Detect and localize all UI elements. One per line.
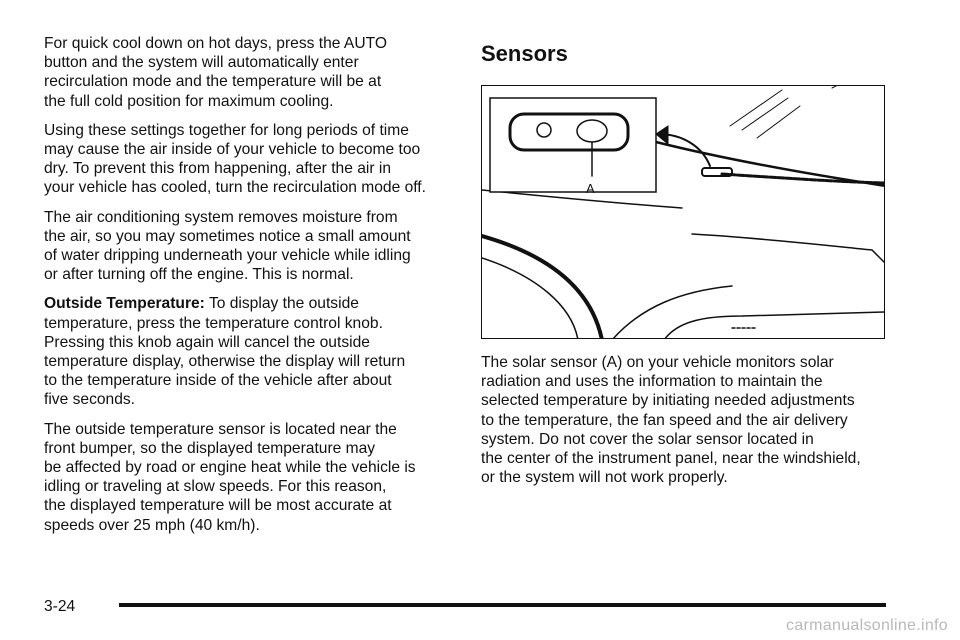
left-column [44, 34, 454, 545]
outside-temperature-label: Outside Temperature: [44, 295, 205, 313]
windshield-edge [656, 142, 885, 186]
solar-sensor-figure [481, 85, 885, 339]
windshield-glare-line [742, 98, 788, 130]
steering-wheel-rim [482, 258, 578, 339]
windshield-edge [722, 174, 885, 183]
solar-sensor-illustration [482, 86, 885, 339]
section-heading: Sensors [481, 41, 568, 66]
page-number: 3-24 [44, 598, 76, 615]
paragraph-ac-moisture: The air conditioning system removes moisture from the air, so you may sometimes notice a small amount of water dripping underneath your vehicle while idling or after turning off the engine. This is normal. [44, 208, 411, 284]
paragraph-auto-cooldown: For quick cool down on hot days, press the AUTO button and the system will automatically enter recirculation mode and the temperature will be at the full cold position for maximum cooling. [44, 35, 387, 110]
watermark: carmanualsonline.info [786, 617, 948, 634]
paragraph-settings-warning: Using these settings together for long periods of time may cause the air inside of your vehicle to become too dry. To prevent this from happening, after the air in your vehicle has cooled, turn the recirculation mode off. [44, 121, 426, 197]
right-column [481, 40, 911, 487]
callout-label: A [586, 181, 595, 196]
outside-temperature-body: To display the outside temperature, press the temperature control knob. Pressing this knob again will cancel the outside temperature display, otherwise the display will return to the temperature inside of the vehicle after about five seconds. [44, 295, 406, 409]
windshield-glare-line [757, 106, 800, 138]
paragraph-outside-temperature [44, 294, 454, 409]
dashboard-line [692, 234, 885, 264]
paragraph-temperature-sensor: The outside temperature sensor is located near the front bumper, so the displayed temperature may be affected by road or engine heat while the vehicle is idling or traveling at slow speeds. For this reason, the displayed temperature will be most accurate at speeds over 25 mph (40 km/h). [44, 420, 416, 534]
windshield-glare-line [832, 86, 860, 88]
vent-outline [664, 312, 885, 339]
solar-sensor-caption: The solar sensor (A) on your vehicle monitors solar radiation and uses the information to maintain the selected temperature by initiating needed adjustments to the temperature, the fan speed and the air delivery system. Do not cover the solar sensor located in the center of the instrument panel, near the windshield, or the system will not work properly. [481, 354, 861, 487]
footer-rule [119, 603, 886, 607]
